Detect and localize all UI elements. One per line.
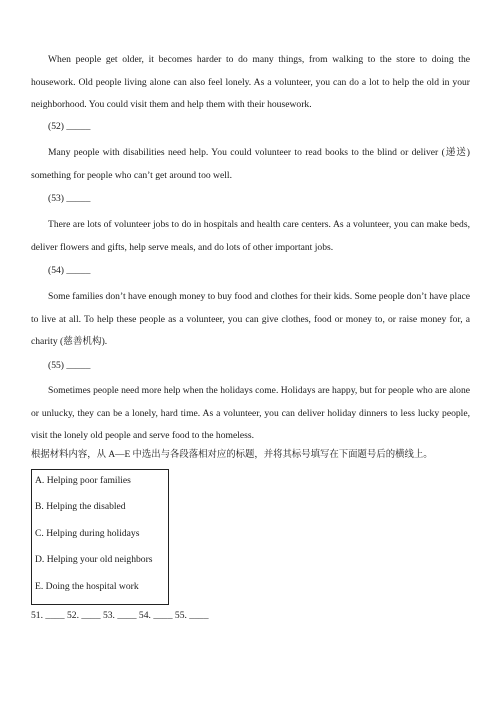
options-box bbox=[31, 469, 169, 605]
blank-52: (52) _____ bbox=[48, 121, 91, 132]
paragraph-5: Sometimes people need more help when the holidays come. Holidays are happy, but for people who are alone or unlucky, they can be a lonely, hard time. As a volunteer, you can deliver holiday dinners to less lucky people, visit the lonely old people and serve food to the homeless. bbox=[31, 385, 470, 441]
paragraph-1: When people get older, it becomes harder to do many things, from walking to the store to doing the housework. Old people living alone can also feel lonely. As a volunteer, you can do a lot to help the old in your neighborhood. You could visit them and help them with their housework. bbox=[31, 54, 470, 110]
option-d: D. Helping your old neighbors bbox=[35, 554, 153, 565]
paragraph-4: Some families don’t have enough money to buy food and clothes for their kids. Some people don’t have place to live at all. To help these people as a volunteer, you can give clothes, food or money to, or raise money for, a charity (慈善机构). bbox=[31, 291, 470, 347]
blank-55: (55) _____ bbox=[48, 360, 91, 371]
blank-54: (54) _____ bbox=[48, 265, 91, 276]
blank-53: (53) _____ bbox=[48, 193, 91, 204]
option-a: A. Helping poor families bbox=[35, 475, 131, 486]
instruction-text: 根据材料内容，从 A—E 中选出与各段落相对应的标题，并将其标号填写在下面题号后的横线上。 bbox=[31, 450, 433, 460]
paragraph-3: There are lots of volunteer jobs to do in hospitals and health care centers. As a volunteer, you can make beds, deliver flowers and gifts, help serve meals, and do lots of other important jobs. bbox=[31, 219, 470, 253]
option-e: E. Doing the hospital work bbox=[35, 581, 139, 592]
option-c: C. Helping during holidays bbox=[35, 528, 140, 539]
answer-line: 51. ____ 52. ____ 53. ____ 54. ____ 55. ____ bbox=[31, 610, 209, 621]
option-b: B. Helping the disabled bbox=[35, 501, 126, 512]
paragraph-2: Many people with disabilities need help. You could volunteer to read books to the blind or deliver (递送) something for people who can’t get around too well. bbox=[31, 147, 470, 181]
